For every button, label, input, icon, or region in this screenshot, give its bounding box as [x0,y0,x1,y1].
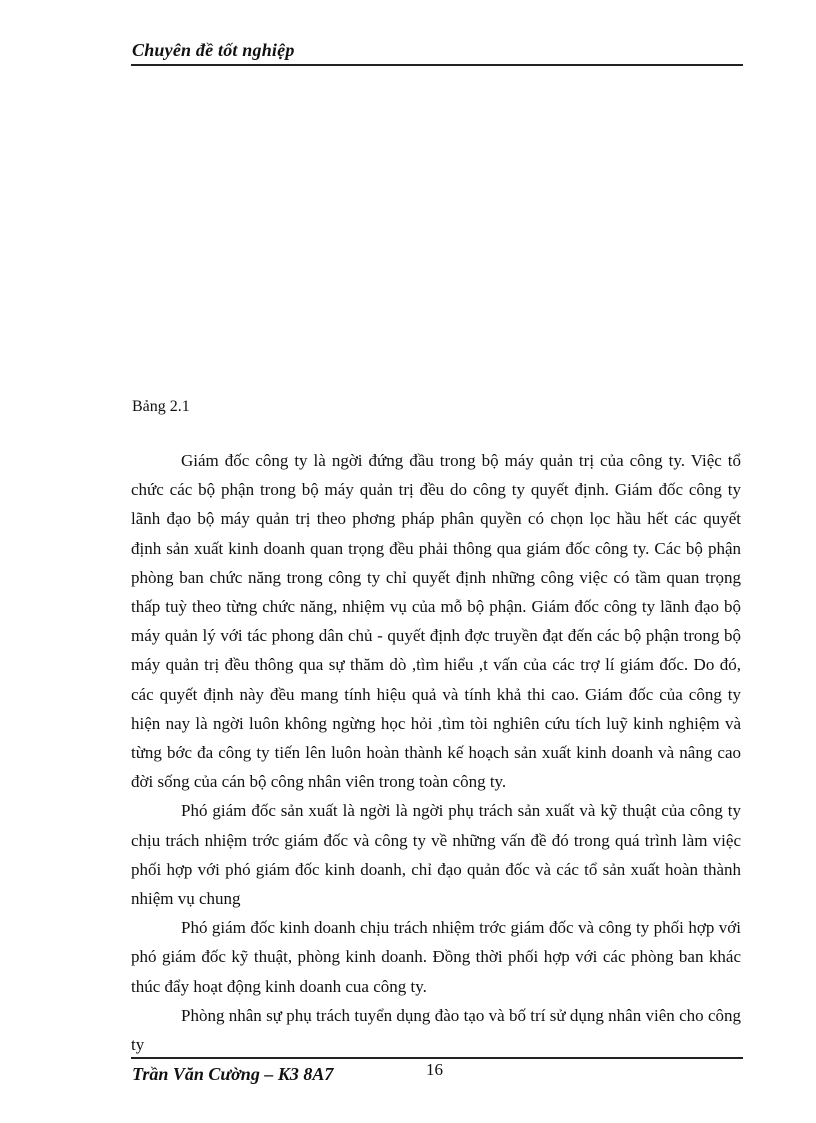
table-caption: Bảng 2.1 [132,398,190,415]
document-header-title: Chuyên đề tốt nghiệp [132,40,295,60]
footer-author: Trần Văn Cường – K3 8A7 [132,1064,334,1084]
header-rule [131,64,743,66]
body-text [131,446,741,1059]
paragraph-director: Giám đốc công ty là ngời đứng đầu trong bộ máy quản trị của công ty. Việc tổ chức các bộ phận trong bộ máy quản trị đều do công ty quyết định. Giám đốc công ty lãnh đạo bộ máy quản trị theo phơng pháp phân quyền có chọn lọc hầu hết các quyết định sản xuất kinh doanh quan trọng đều phải thông qua giám đốc công ty. Các bộ phận phòng ban chức năng trong công ty chỉ quyết định những công việc có tầm quan trọng thấp tuỳ theo từng chức năng, nhiệm vụ của mỗ bộ phận. Giám đốc công ty lãnh đạo bộ máy quản lý với tác phong dân chủ - quyết định đợc truyền đạt đến các bộ phận trong bộ máy quản trị đều thông qua sự thăm dò ,tìm hiểu ,t vấn của các trợ lí giám đốc. Do đó, các quyết định này đều mang tính hiệu quả và tính khả thi cao. Giám đốc của công ty hiện nay là ngời luôn không ngừng học hỏi ,tìm tòi nghiên cứu tích luỹ kinh nghiệm và từng bớc đa công ty tiến lên luôn hoàn thành kế hoạch sản xuất kinh doanh và nâng cao đời sống của cán bộ công nhân viên trong toàn công ty. [131,451,741,792]
paragraph-business-deputy: Phó giám đốc kinh doanh chịu trách nhiệm trớc giám đốc và công ty phối hợp với phó giám đốc kỹ thuật, phòng kinh doanh. Đồng thời phối hợp với các phòng ban khác thúc đẩy hoạt động kinh doanh cua công ty. [131,918,741,996]
page-number: 16 [426,1060,443,1079]
paragraph-production-deputy: Phó giám đốc sản xuất là ngời là ngời phụ trách sản xuất và kỹ thuật của công ty chịu trách nhiệm trớc giám đốc và công ty về những vấn đề đó trong quá trình làm việc phối hợp với phó giám đốc kinh doanh, chỉ đạo quản đốc và các tổ sản xuất hoàn thành nhiệm vụ chung [131,801,741,909]
paragraph-hr-department: Phòng nhân sự phụ trách tuyển dụng đào tạo và bố trí sử dụng nhân viên cho công ty [131,1005,741,1055]
footer-rule [131,1057,743,1059]
